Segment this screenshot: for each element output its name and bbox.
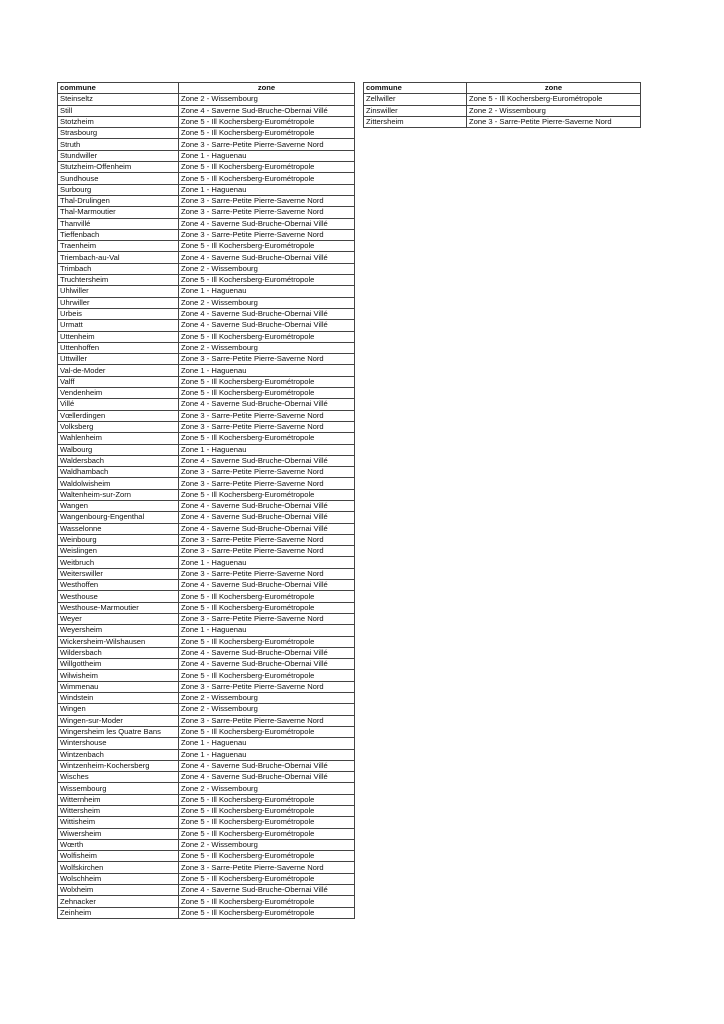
zone-cell: Zone 5 - Ill Kochersberg-Eurométropole: [179, 873, 355, 884]
zone-cell: Zone 5 - Ill Kochersberg-Eurométropole: [179, 817, 355, 828]
table-row: [58, 715, 355, 726]
commune-cell: Uhrwiller: [58, 297, 179, 308]
zone-cell: Zone 5 - Ill Kochersberg-Eurométropole: [179, 376, 355, 387]
zone-cell: Zone 5 - Ill Kochersberg-Eurométropole: [179, 116, 355, 127]
table-row: [58, 523, 355, 534]
table-row: [58, 421, 355, 432]
zone-cell: Zone 3 - Sarre-Petite Pierre-Saverne Nord: [179, 354, 355, 365]
zone-cell: Zone 3 - Sarre-Petite Pierre-Saverne Nord: [467, 116, 641, 127]
commune-column-header: commune: [364, 83, 467, 94]
zone-cell: Zone 3 - Sarre-Petite Pierre-Saverne Nord: [179, 421, 355, 432]
table-row: [58, 128, 355, 139]
commune-cell: Wahlenheim: [58, 433, 179, 444]
commune-cell: Westhouse: [58, 591, 179, 602]
zone-cell: Zone 1 - Haguenau: [179, 184, 355, 195]
table-row: [58, 105, 355, 116]
zone-cell: Zone 4 - Saverne Sud-Bruche-Obernai Villé: [179, 500, 355, 511]
commune-cell: Wickersheim-Wilshausen: [58, 636, 179, 647]
zone-cell: Zone 5 - Ill Kochersberg-Eurométropole: [179, 794, 355, 805]
commune-cell: Valff: [58, 376, 179, 387]
zone-cell: Zone 3 - Sarre-Petite Pierre-Saverne Nord: [179, 478, 355, 489]
table-row: [58, 806, 355, 817]
zone-cell: Zone 4 - Saverne Sud-Bruche-Obernai Villé: [179, 320, 355, 331]
table-row: [58, 275, 355, 286]
table-row: [58, 693, 355, 704]
table-row: [58, 410, 355, 421]
zone-cell: Zone 2 - Wissembourg: [179, 263, 355, 274]
table-row: [58, 286, 355, 297]
zone-cell: Zone 5 - Ill Kochersberg-Eurométropole: [467, 94, 641, 105]
commune-cell: Villé: [58, 399, 179, 410]
table-row: [58, 388, 355, 399]
table-row: [58, 139, 355, 150]
zone-cell: Zone 5 - Ill Kochersberg-Eurométropole: [179, 241, 355, 252]
zone-cell: Zone 3 - Sarre-Petite Pierre-Saverne Nord: [179, 207, 355, 218]
table-row: [58, 173, 355, 184]
zone-cell: Zone 2 - Wissembourg: [179, 693, 355, 704]
commune-cell: Zeinheim: [58, 907, 179, 918]
commune-cell: Walbourg: [58, 444, 179, 455]
table-row: [58, 862, 355, 873]
table-row: [58, 828, 355, 839]
table-row: [58, 794, 355, 805]
table-row: [58, 772, 355, 783]
zone-cell: Zone 4 - Saverne Sud-Bruche-Obernai Villé: [179, 772, 355, 783]
commune-cell: Waldolwisheim: [58, 478, 179, 489]
table-row: [58, 195, 355, 206]
commune-cell: Thal-Marmoutier: [58, 207, 179, 218]
table-row: [58, 207, 355, 218]
commune-cell: Zehnacker: [58, 896, 179, 907]
commune-column-header: commune: [58, 83, 179, 94]
commune-cell: Wiwersheim: [58, 828, 179, 839]
zone-cell: Zone 3 - Sarre-Petite Pierre-Saverne Nord: [179, 229, 355, 240]
zone-cell: Zone 4 - Saverne Sud-Bruche-Obernai Villé: [179, 760, 355, 771]
zone-cell: Zone 5 - Ill Kochersberg-Eurométropole: [179, 806, 355, 817]
commune-cell: Waldhambach: [58, 467, 179, 478]
commune-cell: Urmatt: [58, 320, 179, 331]
zone-cell: Zone 3 - Sarre-Petite Pierre-Saverne Nord: [179, 546, 355, 557]
table-row: [58, 726, 355, 737]
zone-cell: Zone 5 - Ill Kochersberg-Eurométropole: [179, 726, 355, 737]
commune-cell: Triembach-au-Val: [58, 252, 179, 263]
commune-cell: Weinbourg: [58, 534, 179, 545]
table-row: [58, 738, 355, 749]
table-row: [58, 489, 355, 500]
commune-cell: Uttwiller: [58, 354, 179, 365]
table-row: [58, 433, 355, 444]
zone-cell: Zone 5 - Ill Kochersberg-Eurométropole: [179, 128, 355, 139]
table-row: [58, 218, 355, 229]
commune-cell: Volksberg: [58, 421, 179, 432]
zone-cell: Zone 5 - Ill Kochersberg-Eurométropole: [179, 388, 355, 399]
commune-cell: Tieffenbach: [58, 229, 179, 240]
zone-cell: Zone 5 - Ill Kochersberg-Eurométropole: [179, 162, 355, 173]
commune-cell: Wintzenheim-Kochersberg: [58, 760, 179, 771]
commune-cell: Wangenbourg-Engenthal: [58, 512, 179, 523]
table-row: [58, 704, 355, 715]
zone-cell: Zone 2 - Wissembourg: [179, 94, 355, 105]
commune-cell: Wimmenau: [58, 681, 179, 692]
commune-cell: Weiterswiller: [58, 568, 179, 579]
zone-cell: Zone 3 - Sarre-Petite Pierre-Saverne Nord: [179, 139, 355, 150]
table-row: [58, 252, 355, 263]
zone-cell: Zone 1 - Haguenau: [179, 738, 355, 749]
table-row: [58, 636, 355, 647]
commune-cell: Waldersbach: [58, 455, 179, 466]
commune-cell: Urbeis: [58, 308, 179, 319]
table-row: [58, 478, 355, 489]
commune-cell: Waltenheim-sur-Zorn: [58, 489, 179, 500]
commune-cell: Struth: [58, 139, 179, 150]
zone-cell: Zone 5 - Ill Kochersberg-Eurométropole: [179, 173, 355, 184]
table-row: [58, 354, 355, 365]
table-header-row: [364, 83, 641, 94]
commune-cell: Uttenheim: [58, 331, 179, 342]
commune-cell: Zittersheim: [364, 116, 467, 127]
table-row: [58, 557, 355, 568]
table-row: [58, 885, 355, 896]
zone-cell: Zone 5 - Ill Kochersberg-Eurométropole: [179, 331, 355, 342]
commune-cell: Wasselonne: [58, 523, 179, 534]
table-row: [58, 681, 355, 692]
commune-cell: Westhoffen: [58, 580, 179, 591]
table-row: [58, 613, 355, 624]
table-row: [58, 365, 355, 376]
zone-cell: Zone 1 - Haguenau: [179, 557, 355, 568]
commune-cell: Strasbourg: [58, 128, 179, 139]
table-row: [58, 851, 355, 862]
zone-cell: Zone 5 - Ill Kochersberg-Eurométropole: [179, 670, 355, 681]
table-row: [58, 783, 355, 794]
commune-cell: Wittersheim: [58, 806, 179, 817]
commune-cell: Willgottheim: [58, 659, 179, 670]
commune-cell: Truchtersheim: [58, 275, 179, 286]
zone-cell: Zone 4 - Saverne Sud-Bruche-Obernai Villé: [179, 659, 355, 670]
table-row: [58, 907, 355, 918]
zone-cell: Zone 4 - Saverne Sud-Bruche-Obernai Villé: [179, 580, 355, 591]
table-row: [58, 580, 355, 591]
zone-cell: Zone 4 - Saverne Sud-Bruche-Obernai Villé: [179, 512, 355, 523]
table-row: [58, 263, 355, 274]
commune-cell: Thanvillé: [58, 218, 179, 229]
zone-cell: Zone 5 - Ill Kochersberg-Eurométropole: [179, 433, 355, 444]
table-row: [58, 512, 355, 523]
zone-cell: Zone 4 - Saverne Sud-Bruche-Obernai Villé: [179, 647, 355, 658]
table-body-right: [364, 94, 641, 128]
zone-cell: Zone 5 - Ill Kochersberg-Eurométropole: [179, 636, 355, 647]
commune-cell: Wolfisheim: [58, 851, 179, 862]
table-row: [58, 873, 355, 884]
commune-cell: Wildersbach: [58, 647, 179, 658]
table-row: [58, 308, 355, 319]
commune-cell: Stotzheim: [58, 116, 179, 127]
commune-cell: Zinswiller: [364, 105, 467, 116]
zone-cell: Zone 1 - Haguenau: [179, 286, 355, 297]
commune-cell: Wisches: [58, 772, 179, 783]
table-row: [58, 241, 355, 252]
table-row: [58, 297, 355, 308]
zone-cell: Zone 2 - Wissembourg: [179, 297, 355, 308]
commune-cell: Uhlwiller: [58, 286, 179, 297]
zone-cell: Zone 1 - Haguenau: [179, 365, 355, 376]
table-row: [58, 399, 355, 410]
table-row: [58, 602, 355, 613]
zone-column-header: zone: [467, 83, 641, 94]
commune-cell: Zellwiller: [364, 94, 467, 105]
zone-cell: Zone 4 - Saverne Sud-Bruche-Obernai Villé: [179, 885, 355, 896]
zone-cell: Zone 3 - Sarre-Petite Pierre-Saverne Nord: [179, 681, 355, 692]
commune-cell: Stutzheim-Offenheim: [58, 162, 179, 173]
zone-cell: Zone 3 - Sarre-Petite Pierre-Saverne Nord: [179, 862, 355, 873]
table-row: [58, 534, 355, 545]
table-row: [58, 500, 355, 511]
table-row: [58, 817, 355, 828]
table-row: [58, 331, 355, 342]
commune-cell: Stundwiller: [58, 150, 179, 161]
commune-cell: Weyersheim: [58, 625, 179, 636]
zone-cell: Zone 5 - Ill Kochersberg-Eurométropole: [179, 851, 355, 862]
table-row: [58, 229, 355, 240]
zone-cell: Zone 5 - Ill Kochersberg-Eurométropole: [179, 275, 355, 286]
zone-cell: Zone 4 - Saverne Sud-Bruche-Obernai Villé: [179, 399, 355, 410]
commune-cell: Surbourg: [58, 184, 179, 195]
commune-cell: Wintzenbach: [58, 749, 179, 760]
zone-cell: Zone 4 - Saverne Sud-Bruche-Obernai Villé: [179, 252, 355, 263]
zone-cell: Zone 4 - Saverne Sud-Bruche-Obernai Villé: [179, 523, 355, 534]
commune-cell: Uttenhoffen: [58, 342, 179, 353]
zone-cell: Zone 2 - Wissembourg: [179, 342, 355, 353]
zone-cell: Zone 4 - Saverne Sud-Bruche-Obernai Villé: [179, 308, 355, 319]
commune-cell: Wingersheim les Quatre Bans: [58, 726, 179, 737]
table-row: [58, 546, 355, 557]
table-row: [58, 568, 355, 579]
table-row: [58, 94, 355, 105]
table-row: [58, 150, 355, 161]
table-row: [58, 591, 355, 602]
commune-zone-table-right: [363, 82, 641, 128]
zone-cell: Zone 3 - Sarre-Petite Pierre-Saverne Nord: [179, 410, 355, 421]
table-row: [364, 105, 641, 116]
zone-cell: Zone 5 - Ill Kochersberg-Eurométropole: [179, 896, 355, 907]
zone-cell: Zone 3 - Sarre-Petite Pierre-Saverne Nord: [179, 467, 355, 478]
zone-cell: Zone 1 - Haguenau: [179, 444, 355, 455]
zone-cell: Zone 3 - Sarre-Petite Pierre-Saverne Nord: [179, 568, 355, 579]
zone-cell: Zone 1 - Haguenau: [179, 749, 355, 760]
table-row: [58, 839, 355, 850]
commune-cell: Westhouse-Marmoutier: [58, 602, 179, 613]
table-body-left: [58, 94, 355, 919]
commune-zone-table-left: [57, 82, 355, 919]
commune-cell: Wolschheim: [58, 873, 179, 884]
commune-cell: Val-de-Moder: [58, 365, 179, 376]
table-row: [58, 467, 355, 478]
commune-cell: Wœrth: [58, 839, 179, 850]
zone-cell: Zone 3 - Sarre-Petite Pierre-Saverne Nord: [179, 534, 355, 545]
table-row: [58, 455, 355, 466]
commune-cell: Wingen: [58, 704, 179, 715]
zone-cell: Zone 2 - Wissembourg: [179, 783, 355, 794]
commune-cell: Vœllerdingen: [58, 410, 179, 421]
commune-cell: Wingen-sur-Moder: [58, 715, 179, 726]
table-row: [58, 116, 355, 127]
table-row: [58, 376, 355, 387]
table-row: [58, 760, 355, 771]
commune-cell: Witternheim: [58, 794, 179, 805]
zone-cell: Zone 4 - Saverne Sud-Bruche-Obernai Villé: [179, 105, 355, 116]
table-row: [58, 320, 355, 331]
commune-cell: Windstein: [58, 693, 179, 704]
commune-cell: Wangen: [58, 500, 179, 511]
zone-cell: Zone 4 - Saverne Sud-Bruche-Obernai Villé: [179, 455, 355, 466]
commune-cell: Traenheim: [58, 241, 179, 252]
zone-cell: Zone 1 - Haguenau: [179, 150, 355, 161]
table-row: [58, 670, 355, 681]
zone-cell: Zone 5 - Ill Kochersberg-Eurométropole: [179, 602, 355, 613]
commune-cell: Thal-Drulingen: [58, 195, 179, 206]
commune-cell: Weislingen: [58, 546, 179, 557]
table-row: [58, 659, 355, 670]
table-row: [364, 116, 641, 127]
commune-cell: Still: [58, 105, 179, 116]
commune-cell: Wolfskirchen: [58, 862, 179, 873]
commune-cell: Weyer: [58, 613, 179, 624]
table-row: [58, 647, 355, 658]
commune-cell: Wittisheim: [58, 817, 179, 828]
zone-cell: Zone 5 - Ill Kochersberg-Eurométropole: [179, 591, 355, 602]
commune-cell: Sundhouse: [58, 173, 179, 184]
table-row: [58, 162, 355, 173]
zone-cell: Zone 2 - Wissembourg: [467, 105, 641, 116]
table-row: [58, 184, 355, 195]
commune-cell: Wintershouse: [58, 738, 179, 749]
commune-cell: Weitbruch: [58, 557, 179, 568]
commune-cell: Steinseltz: [58, 94, 179, 105]
zone-cell: Zone 3 - Sarre-Petite Pierre-Saverne Nord: [179, 613, 355, 624]
zone-cell: Zone 3 - Sarre-Petite Pierre-Saverne Nord: [179, 195, 355, 206]
commune-cell: Vendenheim: [58, 388, 179, 399]
table-row: [58, 625, 355, 636]
zone-cell: Zone 5 - Ill Kochersberg-Eurométropole: [179, 907, 355, 918]
zone-cell: Zone 4 - Saverne Sud-Bruche-Obernai Villé: [179, 218, 355, 229]
zone-cell: Zone 2 - Wissembourg: [179, 704, 355, 715]
commune-cell: Wolxheim: [58, 885, 179, 896]
table-row: [58, 444, 355, 455]
table-row: [58, 342, 355, 353]
commune-cell: Wilwisheim: [58, 670, 179, 681]
zone-column-header: zone: [179, 83, 355, 94]
zone-cell: Zone 5 - Ill Kochersberg-Eurométropole: [179, 489, 355, 500]
commune-cell: Trimbach: [58, 263, 179, 274]
commune-cell: Wissembourg: [58, 783, 179, 794]
table-row: [58, 749, 355, 760]
zone-cell: Zone 1 - Haguenau: [179, 625, 355, 636]
zone-cell: Zone 5 - Ill Kochersberg-Eurométropole: [179, 828, 355, 839]
zone-cell: Zone 2 - Wissembourg: [179, 839, 355, 850]
table-row: [364, 94, 641, 105]
table-row: [58, 896, 355, 907]
table-header-row: [58, 83, 355, 94]
zone-cell: Zone 3 - Sarre-Petite Pierre-Saverne Nord: [179, 715, 355, 726]
